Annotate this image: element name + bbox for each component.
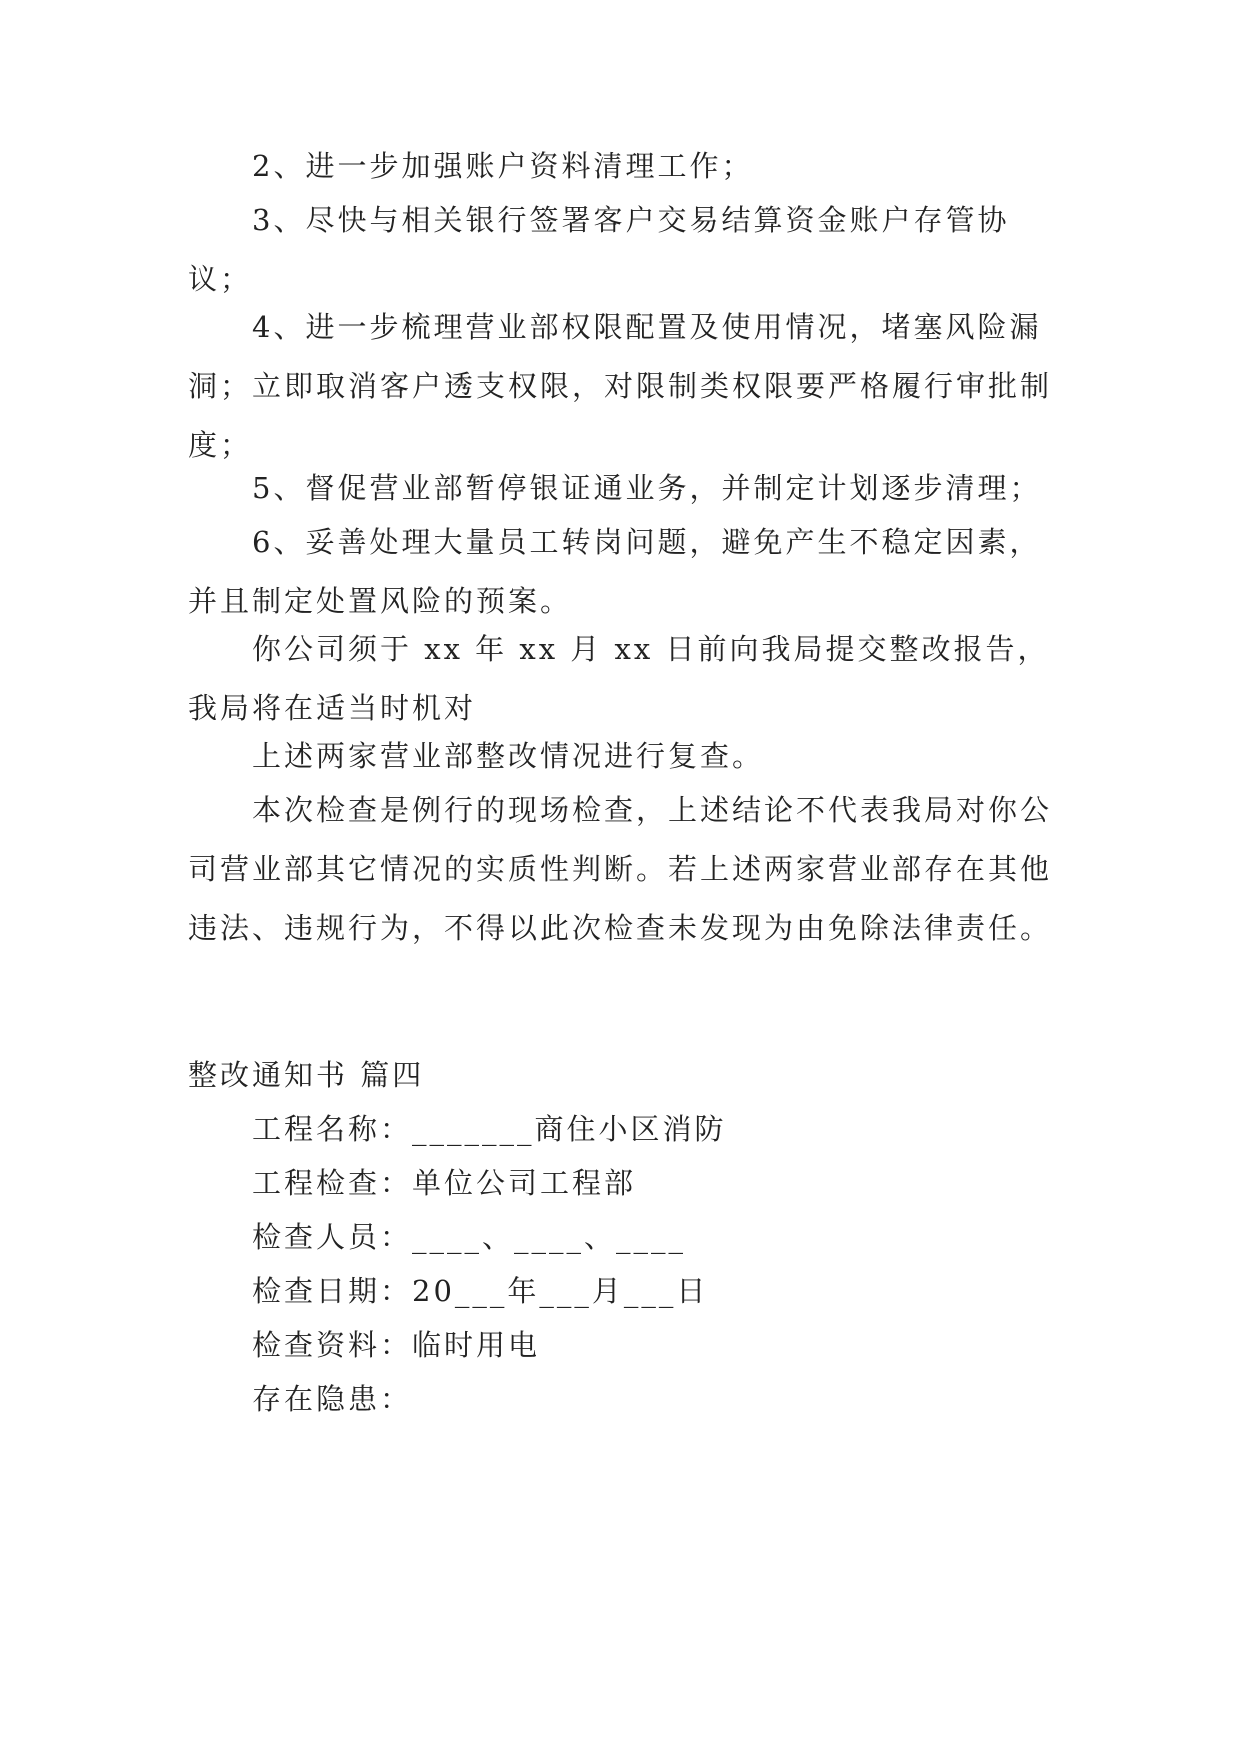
paragraph-item-6: 6、妥善处理大量员工转岗问题，避免产生不稳定因素，并且制定处置风险的预案。 [188,525,1042,618]
field-inspectors: 检查人员：____、____、____ [252,1220,687,1254]
paragraph-item-3: 3、尽快与相关银行签署客户交易结算资金账户存管协议； [188,203,1010,296]
field-hazards: 存在隐患： [252,1382,413,1416]
paragraph-item-5: 5、督促营业部暂停银证通业务，并制定计划逐步清理； [252,471,1042,505]
section-title: 整改通知书 篇四 [188,1058,425,1092]
paragraph-item-4: 4、进一步梳理营业部权限配置及使用情况，堵塞风险漏洞；立即取消客户透支权限，对限制类权限要严格履行审批制度； [188,310,1053,462]
field-project-name: 工程名称：_______商住小区消防 [252,1112,727,1146]
deadline-paragraph: 你公司须于 xx 年 xx 月 xx 日前向我局提交整改报告，我局将在适当时机对 [188,632,1050,725]
review-paragraph: 上述两家营业部整改情况进行复查。 [252,739,765,773]
field-inspection-material: 检查资料：临时用电 [252,1328,541,1362]
paragraph-item-2: 2、进一步加强账户资料清理工作； [252,149,754,183]
field-project-inspection: 工程检查：单位公司工程部 [252,1166,637,1200]
disclaimer-paragraph: 本次检查是例行的现场检查，上述结论不代表我局对你公司营业部其它情况的实质性判断。若上述两家营业部存在其他违法、违规行为，不得以此次检查未发现为由免除法律责任。 [188,793,1053,945]
field-inspection-date: 检查日期：20___年___月___日 [252,1274,709,1308]
